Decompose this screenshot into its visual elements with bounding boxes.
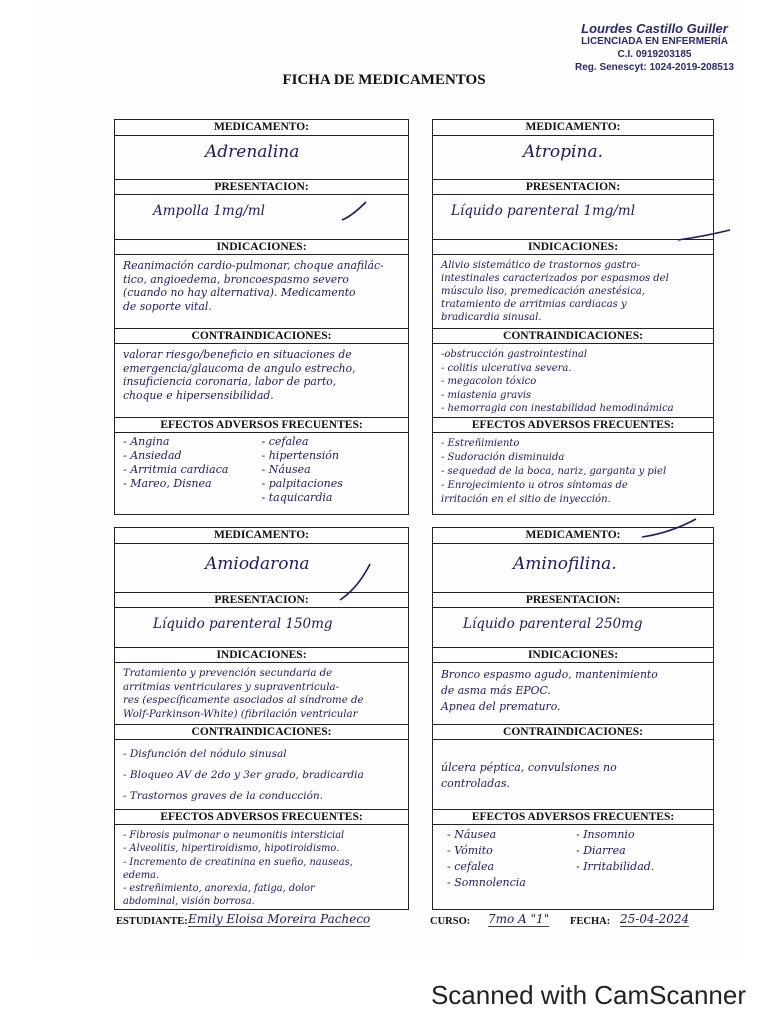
date-label: FECHA:	[570, 916, 611, 927]
course-label: CURSO:	[430, 916, 471, 927]
contraindicaciones-header: CONTRAINDICACIONES:	[433, 328, 713, 344]
camscanner-watermark: Scanned with CamScanner	[430, 980, 746, 1010]
check-mark-icon	[640, 515, 700, 541]
drug-presentation: Ampolla 1mg/ml	[153, 203, 265, 219]
nurse-stamp	[575, 22, 734, 74]
drug-name: Amiodarona	[205, 554, 310, 574]
check-mark-icon	[676, 226, 732, 246]
effects-list: - Angina - Ansiedad - Arritmia cardiaca - Mareo, Disnea - cefalea - hipertensión - Náusea - palpitaciones - taquicardia	[115, 432, 408, 515]
contraindicaciones-header: CONTRAINDICACIONES:	[115, 724, 408, 740]
student-name: Emily Eloisa Moreira Pacheco	[188, 912, 371, 926]
efectos-header: EFECTOS ADVERSOS FRECUENTES:	[115, 809, 408, 825]
stamp-name: Lourdes Castillo Guiller	[581, 21, 728, 36]
effects-list: - Fibrosis pulmonar o neumonitis intersticial - Alveolitis, hipertiroidismo, hipotiroidismo. - Incremento de creatinina en sueño, nauseas, edema. - estreñimiento, anorexia, fatiga, dolor abdominal, visión borrosa.	[115, 824, 408, 913]
stamp-ci: C.I. 0919203185	[617, 49, 692, 60]
contraindications-text: - Disfunción del nódulo sinusal - Bloqueo AV de 2do y 3er grado, bradicardia - Trastornos graves de la conducción.	[115, 739, 408, 814]
indications-text: Tratamiento y prevención secundaria de arritmias ventriculares y supraventricula- res (específicamente asociados al síndrome de Wolf-Parkinson-White) (fibrilación ventricular	[115, 662, 408, 729]
medicamento-header: MEDICAMENTO:	[525, 529, 621, 541]
check-mark-icon	[340, 198, 370, 228]
indicaciones-header: INDICACIONES:	[115, 647, 408, 663]
presentacion-header: PRESENTACION:	[433, 179, 713, 195]
contraindications-text: -obstrucción gastrointestinal - colitis ulcerativa severa. - megacolon tóxico - miastenia gravis - hemorragia con inestabilidad hemodinámica	[433, 343, 713, 422]
effects-list: - Náusea - Vómito - cefalea - Somnolencia - Insomnio - Diarrea - Irritabilidad.	[433, 824, 713, 911]
medicamento-header: MEDICAMENTO:	[214, 529, 309, 541]
medicamento-header: MEDICAMENTO:	[525, 121, 621, 133]
student-label: ESTUDIANTE:	[116, 916, 188, 927]
drug-presentation: Líquido parenteral 250mg	[463, 616, 643, 632]
contraindicaciones-header: CONTRAINDICACIONES:	[115, 328, 408, 344]
card-adrenalina	[114, 119, 409, 515]
indications-text: Reanimación cardio-pulmonar, choque anafilác- tico, angioedema, broncoespasmo severo (cuando no hay alternativa). Medicamento de soporte vital.	[115, 254, 408, 333]
card-aminofilina	[432, 527, 714, 910]
course-value: 7mo A "1"	[488, 912, 550, 926]
contraindicaciones-header: CONTRAINDICACIONES:	[433, 724, 713, 740]
presentacion-header: PRESENTACION:	[115, 592, 408, 608]
indicaciones-header: INDICACIONES:	[433, 647, 713, 663]
check-mark-icon	[338, 560, 374, 606]
drug-name: Adrenalina	[205, 142, 300, 162]
efectos-header: EFECTOS ADVERSOS FRECUENTES:	[115, 417, 408, 433]
page-title: FICHA DE MEDICAMENTOS	[282, 72, 486, 88]
indicaciones-header: INDICACIONES:	[433, 239, 713, 255]
card-atropina	[432, 119, 714, 515]
efectos-header: EFECTOS ADVERSOS FRECUENTES:	[433, 809, 713, 825]
form-footer	[0, 912, 768, 932]
efectos-header: EFECTOS ADVERSOS FRECUENTES:	[433, 417, 713, 433]
drug-name: Aminofilina.	[513, 554, 617, 574]
drug-name: Atropina.	[523, 142, 603, 162]
presentacion-header: PRESENTACION:	[115, 179, 408, 195]
presentacion-header: PRESENTACION:	[433, 592, 713, 608]
drug-presentation: Líquido parenteral 150mg	[153, 616, 333, 632]
indications-text: Bronco espasmo agudo, mantenimiento de asma más EPOC. Apnea del prematuro.	[433, 662, 713, 729]
indications-text: Alivio sistemático de trastornos gastro- intestinales caracterizados por espasmos del músculo liso, premedicación anestésica, tratamiento de arritmias cardiacas y bradicardia sinusal.	[433, 254, 713, 333]
effects-list: - Estreñimiento - Sudoración disminuida - sequedad de la boca, nariz, garganta y piel - Enrojecimiento u otros síntomas de irritación en el sitio de inyección.	[433, 432, 713, 517]
stamp-title: LICENCIADA EN ENFERMERÍA	[581, 36, 728, 47]
drug-presentation: Líquido parenteral 1mg/ml	[451, 203, 636, 219]
contraindications-text: úlcera péptica, convulsiones no controladas.	[433, 739, 713, 809]
medicamento-header: MEDICAMENTO:	[214, 121, 309, 133]
date-value: 25-04-2024	[620, 912, 690, 926]
indicaciones-header: INDICACIONES:	[115, 239, 408, 255]
stamp-reg: Reg. Senescyt: 1024-2019-208513	[575, 62, 734, 73]
contraindications-text: valorar riesgo/beneficio en situaciones de emergencia/glaucoma de angulo estrecho, insuficiencia coronaria, labor de parto, choque e hipersensibilidad.	[115, 343, 408, 422]
